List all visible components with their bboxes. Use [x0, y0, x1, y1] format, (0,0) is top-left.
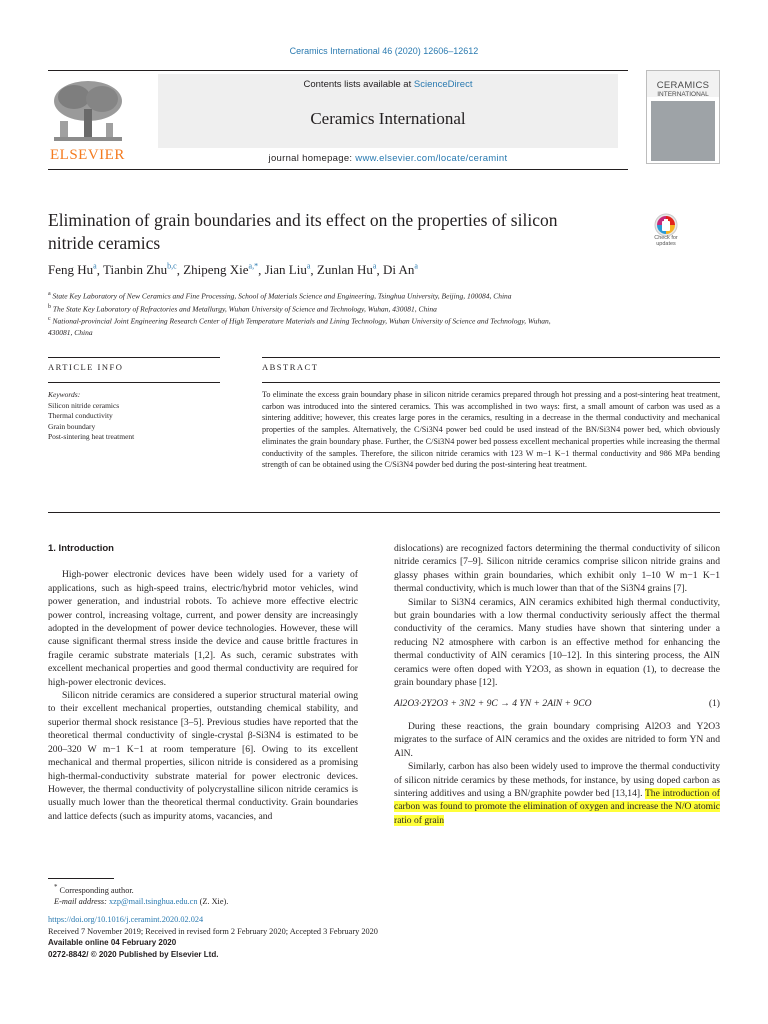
homepage-link[interactable]: www.elsevier.com/locate/ceramint: [355, 153, 508, 164]
divider: [48, 382, 220, 383]
cover-title-line2: INTERNATIONAL: [657, 91, 709, 98]
homepage-line: [158, 153, 618, 164]
author[interactable]: Zhipeng Xie$^{a,*}$: [183, 262, 259, 278]
keywords-heading: Keywords:: [48, 390, 81, 399]
paragraph: dislocations) are recognized factors determining the thermal conductivity of silicon nitride ceramics [7–9]. Silicon nitride ceramics comprise silicon nitride grains and glassy phases within grain boundaries, which exhibit only 1–10 W m−1 K−1 thermal conductivity, which is much lower than that of the Si3N4 grains [7].: [394, 543, 720, 595]
affiliation: $^c$ National-provincial Joint Engineering Research Center of High Temperature Materials and Lining Technology, Wuhan University of Science and Technology, Wuhan,: [48, 316, 551, 326]
equation-number: (1): [708, 698, 720, 710]
corresponding-author-note: * Corresponding author.: [54, 884, 134, 895]
author[interactable]: Tianbin Zhu$^{b,c}$: [102, 262, 177, 278]
affiliation: $^b$ The State Key Laboratory of Refractories and Metallurgy, Wuhan University of Science and Technology, Wuhan, 430081, China: [48, 303, 437, 313]
keyword: Thermal conductivity: [48, 411, 113, 420]
check-for-updates-label[interactable]: [644, 235, 688, 247]
author[interactable]: Zunlan Hu$^a$: [316, 262, 377, 278]
paragraph: Similar to Si3N4 ceramics, AlN ceramics exhibited high thermal conductivity, but grain boundaries with a low thermal conductivity seriously affect the thermal conductivity of the ceramics. Many studies have shown that sintering under a reducing N2 atmosphere with carbon is an effective method for enhancing the thermal conductivity of AlN ceramics [10–12]. In this sintering process, the AlN ceramics were often doped with Y2O3, as shown in equation (1), to decrease the grain boundary phase [12].: [394, 596, 720, 689]
equation: [394, 697, 720, 710]
keywords-block: [48, 390, 220, 443]
homepage-prefix: journal homepage:: [268, 153, 356, 164]
copyright: 0272-8842/ © 2020 Published by Elsevier Ltd.: [48, 949, 219, 959]
badge-line2: updates: [656, 241, 676, 247]
affiliations: [48, 289, 678, 338]
highlighted-text[interactable]: The introduction of carbon was found to promote the elimination of oxygen and increase the N/O atomic ratio of grain: [394, 787, 720, 826]
author-list: Feng Hu$^a$, Tianbin Zhu$^{b,c}$, Zhipeng Xie$^{a,*}$, Jian Liu$^a$, Zunlan Hu$^a$, Di An$^a$: [48, 262, 418, 278]
divider: [262, 357, 720, 358]
available-online: Available online 04 February 2020: [48, 938, 177, 947]
elsevier-wordmark: ELSEVIER: [50, 147, 125, 163]
article-title-line2: nitride ceramics: [48, 233, 161, 253]
journal-header: [48, 70, 628, 170]
article-info-heading: ARTICLE INFO: [48, 362, 124, 372]
paragraph: [394, 760, 720, 827]
journal-name: Ceramics International: [310, 109, 466, 128]
check-for-updates-icon[interactable]: [650, 213, 682, 253]
contents-line: [158, 79, 618, 90]
abstract-heading: ABSTRACT: [262, 362, 319, 372]
email-link[interactable]: xzp@mail.tsinghua.edu.cn: [109, 897, 198, 907]
article-title-line1: Elimination of grain boundaries and its effect on the properties of silicon: [48, 210, 558, 230]
doi-link[interactable]: https://doi.org/10.1016/j.ceramint.2020.02.024: [48, 915, 204, 924]
equation-body: Al2O3·2Y2O3 + 3N2 + 9C → 4 YN + 2AlN + 9CO: [394, 698, 592, 710]
cover-title-line1: CERAMICS: [656, 80, 710, 91]
abstract-units: 123 W m−1 K−1: [510, 448, 570, 458]
footnote-divider: [48, 878, 114, 879]
keyword: Grain boundary: [48, 421, 96, 431]
sciencedirect-link[interactable]: ScienceDirect: [413, 79, 473, 90]
paragraph: Silicon nitride ceramics are considered a superior structural material owing to their excellent mechanical properties, outstanding chemical stability, and superior thermal shock resistance [3–5]. Previous studies have reported that the theoretical thermal conductivity of single-crystal β-Si3N4 is estimated to be 200–320 W m−1 K−1 at room temperature [6]. Owing to its excellent mechanical and thermal properties, silicon nitride is considered as a promising high-thermal-conductivity substrate material for power electronic devices. However, the thermal conductivity of polycrystalline silicon nitride ceramics is usually much lower than the theoretical thermal conductivity. Grain boundaries and lattice defects (such as impurity atoms, vacancies, and: [48, 690, 358, 822]
right-column: [394, 542, 720, 827]
author[interactable]: Di An$^a$: [382, 262, 418, 278]
affiliation: 430081, China: [48, 327, 93, 337]
article-title: [48, 209, 638, 255]
author[interactable]: Feng Hu$^a$: [48, 262, 97, 278]
abstract-text: [262, 389, 720, 471]
divider: [262, 382, 720, 383]
article-metadata: [48, 914, 528, 960]
divider: [48, 512, 720, 513]
keyword: Post-sintering heat treatment: [48, 432, 135, 441]
affiliation: $^a$ State Key Laboratory of New Ceramics and Fine Processing, School of Materials Science and Engineering, Tsinghua University, Beijing, 100084, China: [48, 291, 512, 301]
paragraph: High-power electronic devices have been widely used for a variety of applications, such as high-speed trains, electric/hybrid motor vehicles, wind power generation, and industrial robots. To achieve more effective electric power control, increasing voltage, current, and power density are increasingly adopted in the development of power device technologies. However, these will cause significant thermal stress inside the device and cause brittle fractures in fragile ceramic substrate materials [1,2]. As such, ceramic substrates with excellent mechanical properties and good thermal conductivity are required for high-power electronic devices.: [48, 569, 358, 688]
email-line: E-mail address: xzp@mail.tsinghua.edu.cn (Z. Xie).: [54, 897, 229, 907]
badge-line1: Check for: [654, 235, 678, 241]
journal-citation[interactable]: Ceramics International 46 (2020) 12606–12612: [289, 46, 479, 56]
received-dates: Received 7 November 2019; Received in revised form 2 February 2020; Accepted 3 February 2020: [48, 926, 378, 936]
abstract-part: thermal conductivity and 986 MPa bending strength of can be obtained using the C/Si3N4 powder bed during the post-sintering heat treatment.: [262, 448, 721, 470]
author[interactable]: Jian Liu$^a$: [264, 262, 311, 278]
section-heading: 1. Introduction: [48, 543, 114, 554]
left-column: [48, 542, 358, 823]
contents-prefix: Contents lists available at: [303, 79, 414, 90]
paragraph: During these reactions, the grain boundary comprising Al2O3 and Y2O3 migrates to the surface of AlN ceramics and the oxides are nitrided to form YN and AlN.: [394, 720, 720, 759]
paragraph-text: Similarly, carbon has also been widely used to improve the thermal conductivity of silicon nitride ceramics by these methods, for instance, by using doped carbon as sintering additives and using a BN/graphite powder bed [13,14].: [394, 761, 720, 799]
footnote: [48, 882, 448, 908]
abstract-part: To eliminate the excess grain boundary phase in silicon nitride ceramics prepared through hot pressing and a post-sintering heat treatment, carbon was introduced into the sintered ceramics. This was accomplished in two ways: first, a small amount of carbon was used as a sintering additive; however, this creates large pores in the ceramics, resulting in a decrease in the thermal conductivity and mechanical properties of the samples. Alternatively, the C/Si3N4 power bed could be used instead of the BN/Si3N4 power bed, which obviously eliminates the grain boundary phase. Further, the C/Si3N4 power bed possess excellent mechanical properties while increasing the thermal conductivity of the samples. Therefore, the silicon nitride ceramics with: [262, 390, 720, 458]
cover-image: [651, 101, 715, 161]
divider: [48, 357, 220, 358]
journal-cover-thumbnail[interactable]: [646, 70, 720, 164]
keyword: Silicon nitride ceramics: [48, 400, 120, 410]
